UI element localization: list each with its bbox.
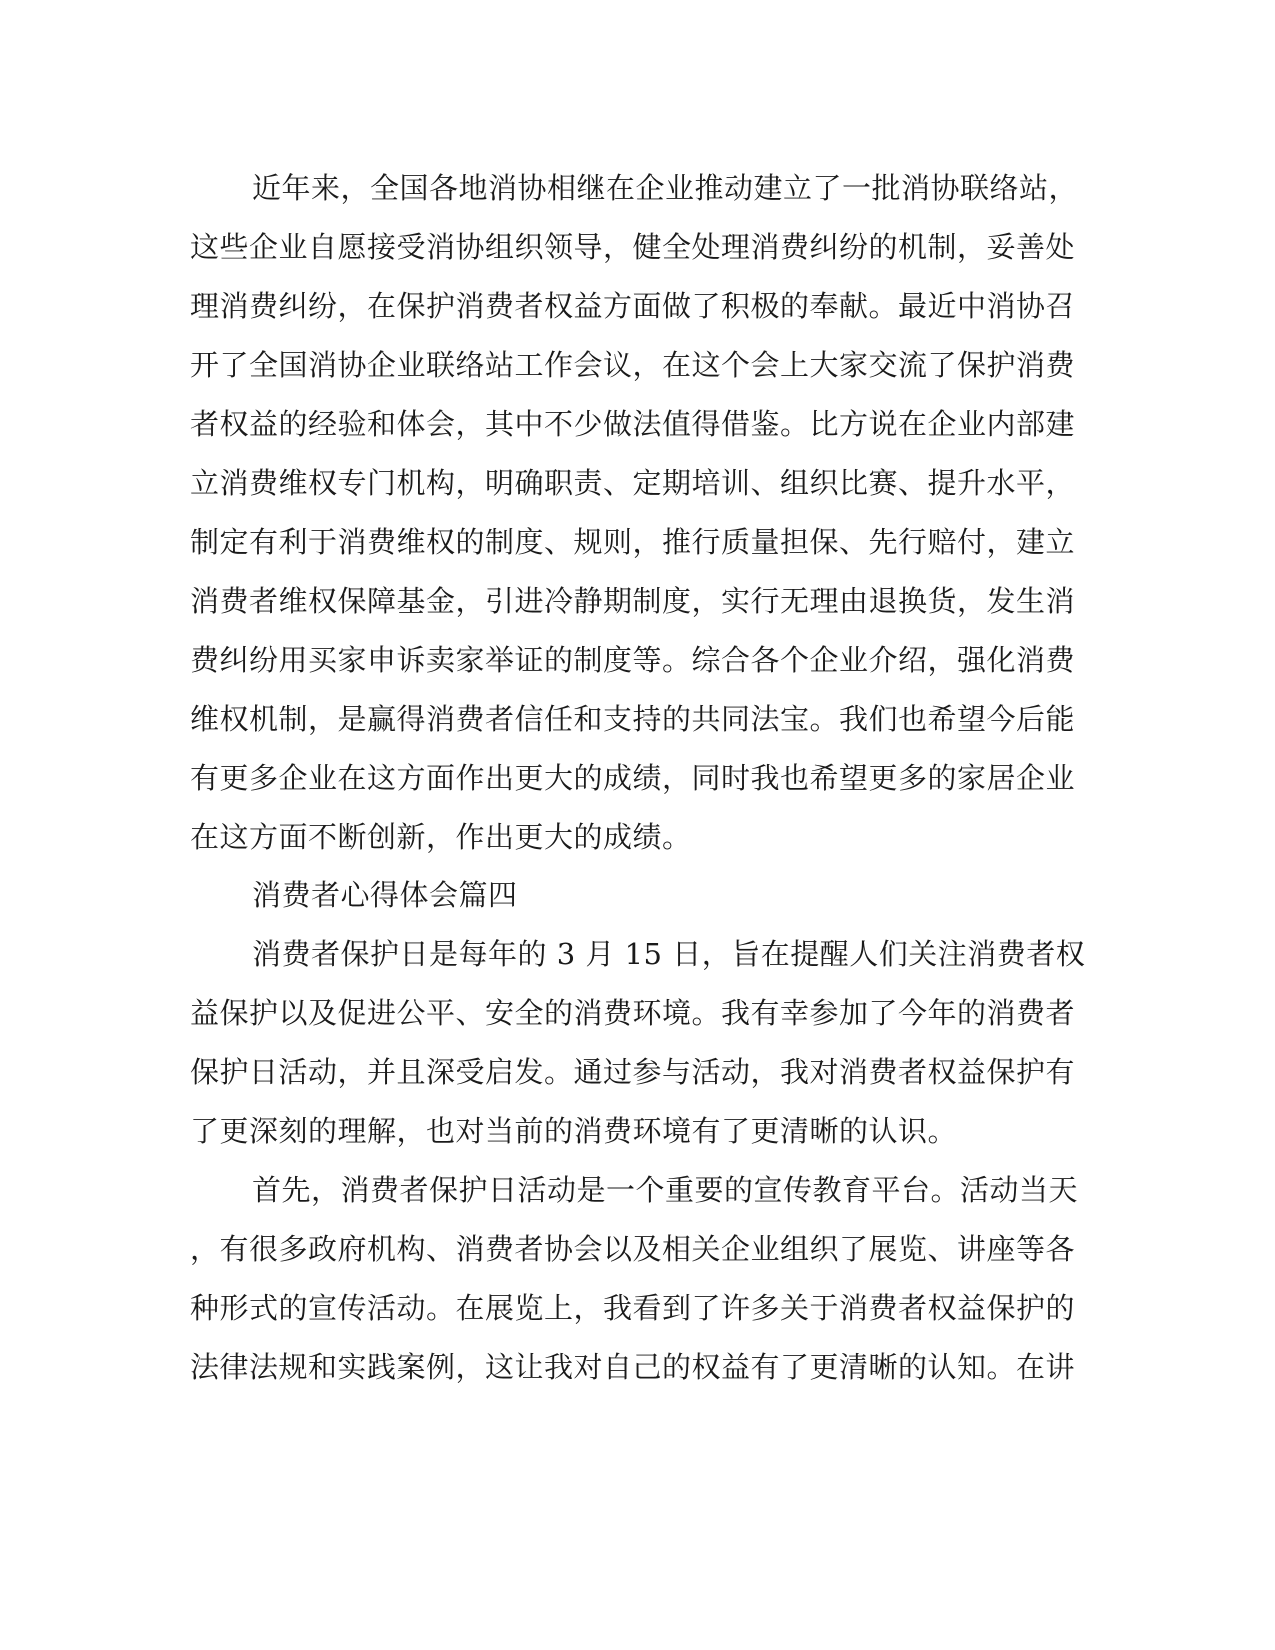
paragraph-line: 有更多企业在这方面作出更大的成绩，同时我也希望更多的家居企业 [190,761,1076,795]
paragraph-line: 消费者维权保障基金，引进冷静期制度，实行无理由退换货，发生消 [190,584,1076,618]
paragraph-line: 开了全国消协企业联络站工作会议，在这个会上大家交流了保护消费 [190,348,1076,382]
paragraph-line: 保护日活动，并且深受启发。通过参与活动，我对消费者权益保护有 [190,1055,1076,1089]
paragraph-line: 近年来，全国各地消协相继在企业推动建立了一批消协联络站， [252,171,1079,205]
paragraph-line: 消费者保护日是每年的 3 月 15 日，旨在提醒人们关注消费者权 [252,937,1086,971]
paragraph-line: 种形式的宣传活动。在展览上，我看到了许多关于消费者权益保护的 [190,1291,1076,1325]
paragraph-line: 制定有利于消费维权的制度、规则，推行质量担保、先行赔付，建立 [190,525,1076,559]
paragraph-line: 立消费维权专门机构，明确职责、定期培训、组织比赛、提升水平， [190,466,1076,500]
paragraph-line: 者权益的经验和体会，其中不少做法值得借鉴。比方说在企业内部建 [190,407,1076,441]
paragraph-line: 法律法规和实践案例，这让我对自己的权益有了更清晰的认知。在讲 [190,1350,1076,1384]
paragraph-line: 费纠纷用买家申诉卖家举证的制度等。综合各个企业介绍，强化消费 [190,643,1076,677]
paragraph-line: 益保护以及促进公平、安全的消费环境。我有幸参加了今年的消费者 [190,996,1076,1030]
paragraph-line: 这些企业自愿接受消协组织领导，健全处理消费纠纷的机制，妥善处 [190,230,1076,264]
paragraph-line: 了更深刻的理解，也对当前的消费环境有了更清晰的认识。 [190,1114,958,1148]
paragraph-line: 维权机制，是赢得消费者信任和支持的共同法宝。我们也希望今后能 [190,702,1076,736]
paragraph-line: 在这方面不断创新，作出更大的成绩。 [190,820,692,854]
paragraph-line: 首先，消费者保护日活动是一个重要的宣传教育平台。活动当天 [252,1173,1079,1207]
section-heading: 消费者心得体会篇四 [252,878,518,912]
paragraph-line: 理消费纠纷，在保护消费者权益方面做了积极的奉献。最近中消协召 [190,289,1076,323]
paragraph-line: ，有很多政府机构、消费者协会以及相关企业组织了展览、讲座等各 [190,1232,1076,1266]
